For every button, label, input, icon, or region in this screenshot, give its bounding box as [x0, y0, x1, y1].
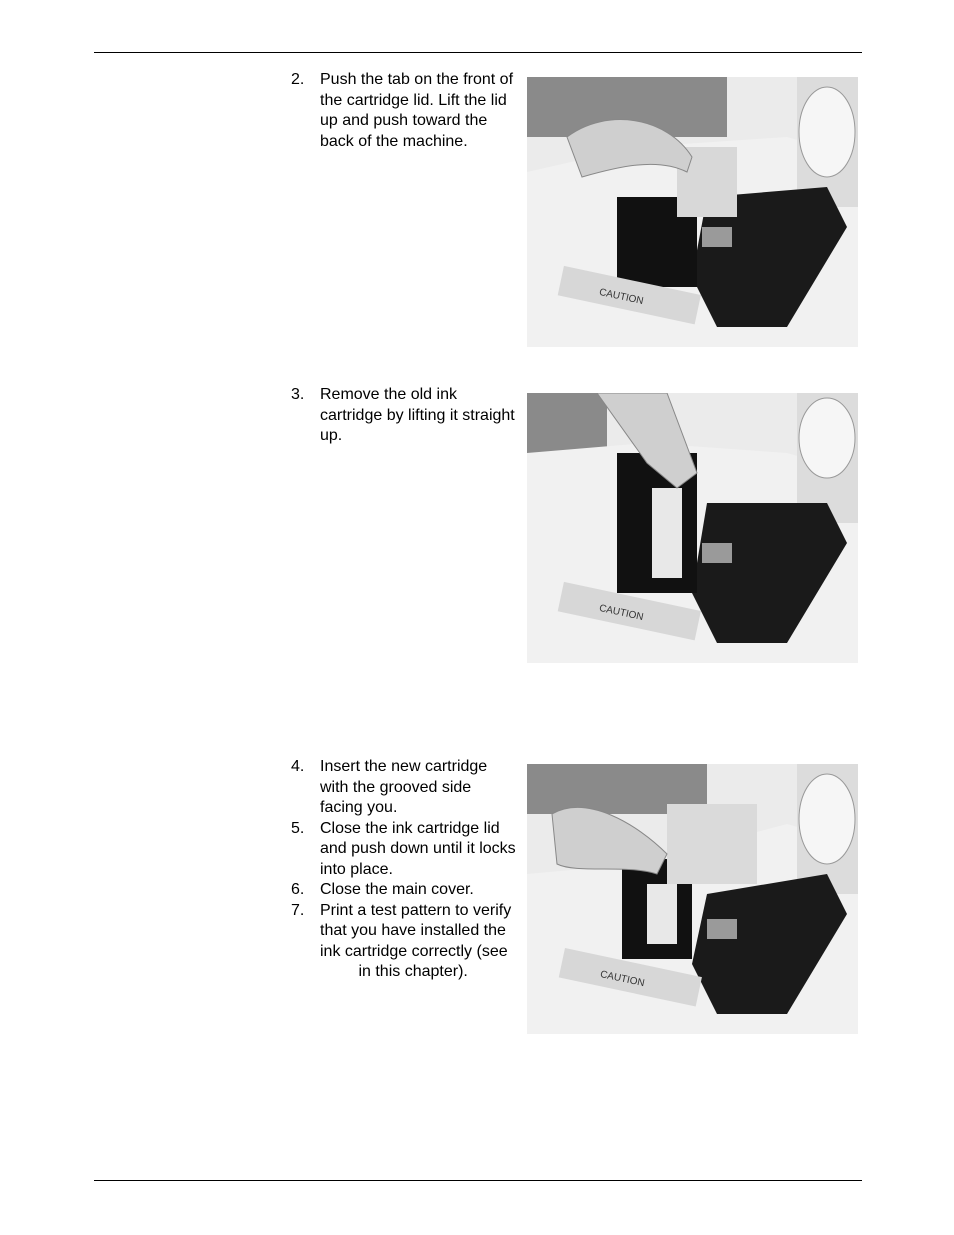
photo-lift-cartridge-lid	[527, 77, 858, 347]
step-number: 4.	[291, 758, 305, 775]
step-item	[291, 70, 517, 152]
step-item	[291, 901, 517, 983]
step-list-lift-lid	[291, 70, 517, 152]
step-number: 6.	[291, 881, 305, 898]
caution-label: CAUTION	[598, 602, 645, 624]
header-rule	[94, 52, 862, 53]
step-number: 2.	[291, 71, 305, 88]
step-item	[291, 819, 517, 881]
step-item	[291, 757, 517, 819]
photo-insert-new-cartridge	[527, 764, 858, 1034]
step-text: Push the tab on the front of the cartridge lid. Lift the lid up and push toward the back of the machine.	[320, 71, 514, 150]
step-text: Close the ink cartridge lid and push down until it locks into place.	[320, 819, 516, 878]
caution-label: CAUTION	[598, 286, 645, 308]
step-number: 7.	[291, 901, 305, 919]
step-text: Insert the new cartridge with the grooved side facing you.	[320, 758, 488, 816]
step-item	[291, 880, 517, 901]
step-item	[291, 385, 517, 447]
step-text: Close the main cover.	[320, 881, 474, 898]
step-list-insert-cartridge	[291, 757, 517, 983]
caution-label: CAUTION	[599, 969, 646, 990]
step-list-remove-cartridge	[291, 385, 517, 447]
step-text: Remove the old ink cartridge by lifting it straight up.	[320, 386, 515, 444]
step-number: 5.	[291, 819, 305, 837]
footer-rule	[94, 1180, 862, 1181]
step-number: 3.	[291, 386, 305, 403]
step-text-before-ref: Print a test pattern to verify that you have installed the ink cartridge correctly (see	[320, 901, 512, 960]
step-text-after-ref: in this chapter).	[358, 963, 468, 980]
photo-remove-old-cartridge	[527, 393, 858, 663]
